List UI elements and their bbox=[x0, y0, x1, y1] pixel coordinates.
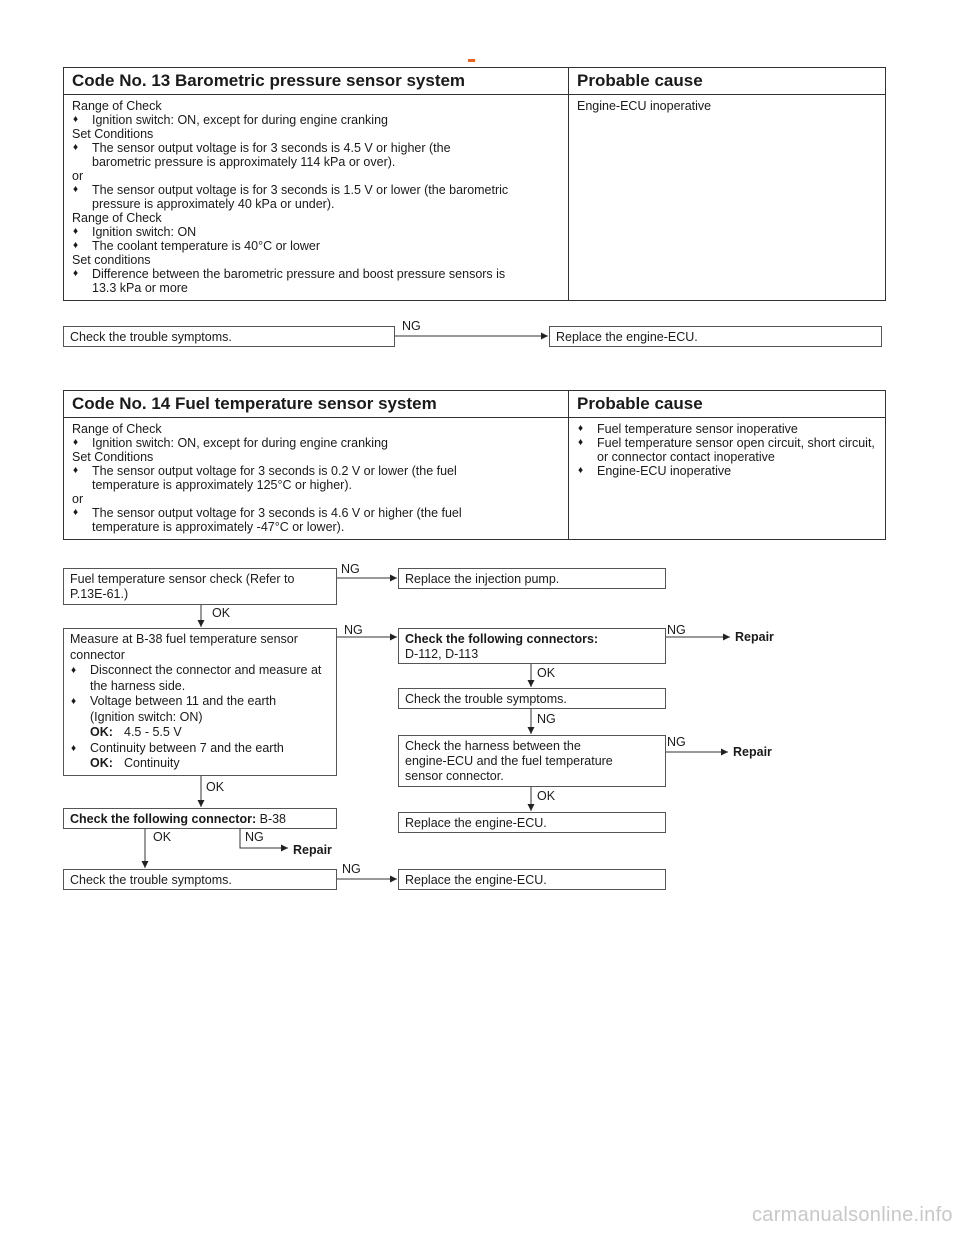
fuel-check-line-2: P.13E-61.) bbox=[70, 587, 129, 601]
final-replace-ecu-box: Replace the engine-ECU. bbox=[398, 869, 666, 890]
measure-bullet-3: ♦ Continuity between 7 and the earth bbox=[70, 741, 330, 757]
ng-label-trouble: NG bbox=[537, 712, 556, 726]
bullet-item: ♦ Fuel temperature sensor inoperative bbox=[577, 422, 877, 436]
text-line: Engine-ECU inoperative bbox=[577, 99, 712, 113]
check-trouble-symptoms-mid-box: Check the trouble symptoms. bbox=[398, 688, 666, 709]
text-line: Range of Check bbox=[72, 422, 162, 436]
connector-value: B-38 bbox=[259, 812, 287, 826]
text-line: Set Conditions bbox=[72, 127, 154, 141]
text-line: pressure is approximately 40 kPa or under). bbox=[92, 197, 335, 211]
measure-bullet-2-cont: (Ignition switch: ON) bbox=[90, 709, 203, 724]
ok-1-value: 4.5 - 5.5 V bbox=[124, 725, 182, 739]
bullet-item: ♦ Difference between the barometric pressure and boost pressure sensors is bbox=[72, 267, 560, 281]
fuel-check-line-1: Fuel temperature sensor check (Refer to bbox=[70, 572, 295, 586]
connectors-title: Check the following connectors: bbox=[405, 632, 599, 646]
ng-label-harness: NG bbox=[667, 735, 686, 749]
replace-injection-pump-box: Replace the injection pump. bbox=[398, 568, 666, 589]
ng-label-connectors: NG bbox=[667, 623, 686, 637]
text-line: or bbox=[72, 169, 84, 183]
code-14-title: Code No. 14 Fuel temperature sensor system bbox=[64, 391, 569, 418]
text-line: Range of Check bbox=[72, 211, 162, 225]
harness-line-1: Check the harness between the bbox=[405, 739, 581, 753]
code-13-cause-header: Probable cause bbox=[569, 68, 886, 95]
ok-1-label: OK: bbox=[90, 725, 113, 739]
text-line: barometric pressure is approximately 114 kPa or over). bbox=[92, 155, 396, 169]
text-line: or connector contact inoperative bbox=[597, 450, 775, 464]
ok-label-connectors: OK bbox=[537, 666, 556, 680]
bullet-item: ♦ Engine-ECU inoperative bbox=[577, 464, 877, 478]
ok-label-fuel-check: OK bbox=[212, 606, 231, 620]
ok-label-measure: OK bbox=[206, 780, 225, 794]
bullet-item: ♦ Ignition switch: ON, except for during engine cranking bbox=[72, 113, 560, 127]
ng-label-measure: NG bbox=[344, 623, 363, 637]
arrow-b38-ng bbox=[240, 829, 288, 848]
harness-line-2: engine-ECU and the fuel temperature bbox=[405, 754, 613, 768]
ok-label-connector-b38: OK bbox=[153, 830, 172, 844]
final-check-trouble-symptoms-box: Check the trouble symptoms. bbox=[63, 869, 337, 890]
ok-2-label: OK: bbox=[90, 756, 113, 770]
connector-label: Check the following connector: bbox=[70, 812, 257, 826]
watermark: carmanualsonline.info bbox=[752, 1204, 953, 1226]
bullet-item: ♦ The sensor output voltage for 3 seconds is 4.6 V or higher (the fuel bbox=[72, 506, 560, 520]
ok-label-harness: OK bbox=[537, 789, 556, 803]
bullet-item: ♦ Ignition switch: ON bbox=[72, 225, 560, 239]
measure-bullet-1-cont: the harness side. bbox=[90, 678, 186, 693]
bullet-item: ♦ The sensor output voltage for 3 seconds is 0.2 V or lower (the fuel bbox=[72, 464, 560, 478]
check-trouble-symptoms-13: Check the trouble symptoms. bbox=[63, 326, 395, 347]
text-line: Range of Check bbox=[72, 99, 162, 113]
ng-label-fuel-check: NG bbox=[341, 562, 360, 576]
bullet-item: ♦ Fuel temperature sensor open circuit, short circuit, bbox=[577, 436, 877, 450]
text-line: or bbox=[72, 492, 84, 506]
connectors-list: D-112, D-113 bbox=[405, 647, 479, 661]
code-14-cause-header: Probable cause bbox=[569, 391, 886, 418]
ng-label-13: NG bbox=[402, 319, 421, 333]
text-line: 13.3 kPa or more bbox=[92, 281, 188, 295]
repair-connector-b38: Repair bbox=[293, 843, 332, 857]
ok-2-value: Continuity bbox=[124, 756, 180, 770]
text-line: Set Conditions bbox=[72, 450, 154, 464]
harness-line-3: sensor connector. bbox=[405, 769, 504, 783]
ng-label-connector-b38: NG bbox=[245, 830, 264, 844]
replace-ecu-mid-box: Replace the engine-ECU. bbox=[398, 812, 666, 833]
bullet-item: ♦ The coolant temperature is 40°C or lower bbox=[72, 239, 560, 253]
measure-line-2: connector bbox=[70, 647, 125, 662]
bullet-item: ♦ Ignition switch: ON, except for during engine cranking bbox=[72, 436, 560, 450]
measure-bullet-1: ♦ Disconnect the connector and measure at bbox=[70, 663, 330, 679]
text-line: Set conditions bbox=[72, 253, 151, 267]
repair-connectors: Repair bbox=[735, 630, 774, 644]
ng-label-final: NG bbox=[342, 862, 361, 876]
measure-line-1: Measure at B-38 fuel temperature sensor bbox=[70, 632, 298, 646]
bullet-item: ♦ The sensor output voltage is for 3 seconds is 1.5 V or lower (the barometric bbox=[72, 183, 560, 197]
bullet-item: ♦ The sensor output voltage is for 3 seconds is 4.5 V or higher (the bbox=[72, 141, 560, 155]
code-13-title: Code No. 13 Barometric pressure sensor system bbox=[64, 68, 569, 95]
replace-ecu-13: Replace the engine-ECU. bbox=[549, 326, 882, 347]
text-line: temperature is approximately -47°C or lower). bbox=[92, 520, 345, 534]
measure-bullet-2: ♦ Voltage between 11 and the earth bbox=[70, 694, 330, 710]
repair-harness: Repair bbox=[733, 745, 772, 759]
text-line: temperature is approximately 125°C or higher). bbox=[92, 478, 352, 492]
